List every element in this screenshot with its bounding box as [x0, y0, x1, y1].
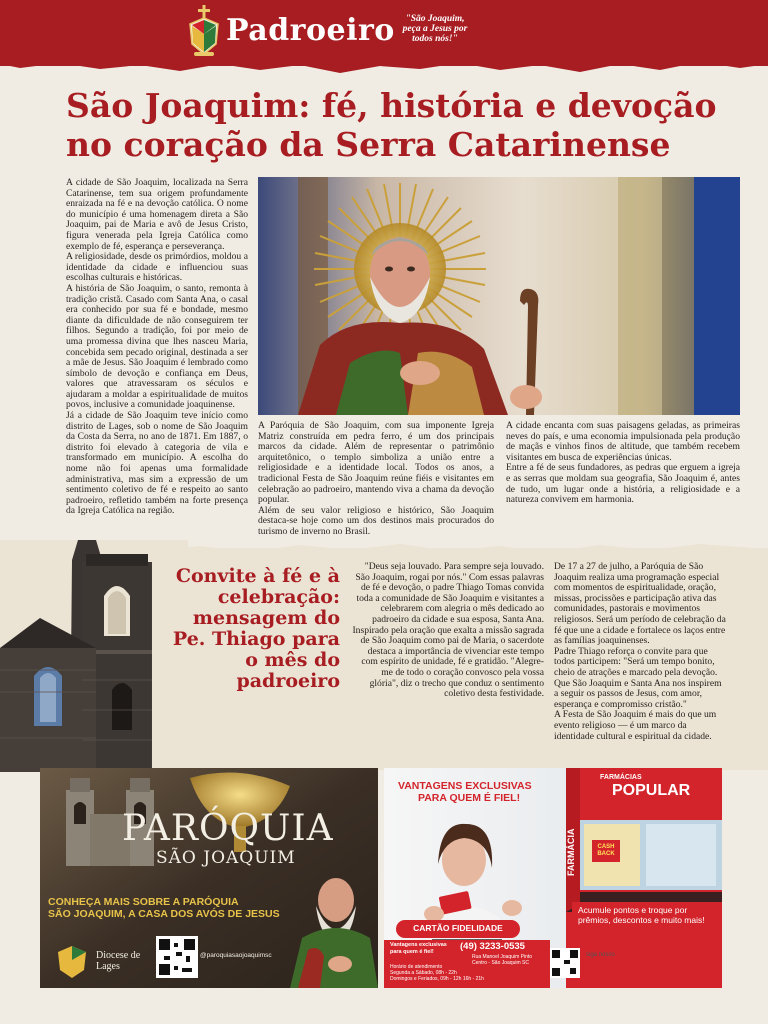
pharmacy-hours-weekdays: Segunda a Sábado, 08h - 22h	[390, 970, 457, 976]
pharmacy-address-1: Rua Manoel Joaquim Pinto	[472, 954, 533, 960]
cash-back-box: CASH BACK	[597, 844, 615, 857]
parish-tagline-1: CONHEÇA MAIS SOBRE A PARÓQUIA	[48, 896, 239, 908]
store-sign-top: FARMÁCIAS	[600, 774, 642, 781]
pharmacy-phone[interactable]: (49) 3233-0535	[460, 941, 525, 952]
article-column-2	[258, 421, 494, 538]
article-column-1	[66, 178, 248, 517]
parish-tagline-2: SÃO JOAQUIM, A CASA DOS AVÓS DE JESUS	[48, 908, 280, 920]
parish-subtitle: SÃO JOAQUIM	[156, 848, 296, 868]
store-sign-vertical: FARMÁCIA	[566, 828, 576, 876]
paragraph: Além de seu valor religioso e histórico, São Joaquim destaca-se hoje como um dos destinos mais procurados do turismo de inverno no Brasil.	[258, 504, 494, 537]
paragraph: Padre Thiago reforça o convite para que todos participem: "Será um tempo bonito, cheio de atrações e marcado pela devoção. Que São Joaquim e Santa Ana nos inspirem a seguir os passos de Jesus, com amor, esperança e compromisso cristão."	[554, 645, 722, 710]
parish-title: PARÓQUIA	[122, 808, 334, 849]
brand-title: Padroeiro	[226, 13, 395, 48]
pharmacy-hours-weekends: Domingos e Feriados, 09h - 12h 16h - 21h	[390, 976, 484, 982]
loyalty-card-description: Acumule pontos e troque por prêmios, descontos e muito mais!	[572, 902, 722, 928]
pharmacy-address-2: Centro - São Joaquim SC	[472, 960, 529, 966]
pharmacy-mini-headline-1: Vantagens exclusivas	[390, 942, 447, 948]
paragraph: A Paróquia de São Joaquim, com sua imponente Igreja Matriz construída em pedra ferro, é um dos principais marcos da cidade. Além de representar o patrimônio arquitetônico, o templo simboliza a união entre a religiosidade e a identidade local. Todos os anos, a tradicional Festa de São Joaquim reúne fiéis e visitantes em celebração ao padroeiro, mantendo viva a chama da devoção popular.	[258, 420, 494, 506]
pharmacy-headline-1: VANTAGENS EXCLUSIVAS	[398, 780, 532, 792]
paragraph: Entre a fé de seus fundadores, as pedras que erguem a igreja e as serras que moldam sua geografia, São Joaquim é, antes de tudo, um lugar onde a história, a religiosidade e a natureza convivem em harmonia.	[506, 462, 740, 506]
store-sign-name: POPULAR	[612, 782, 691, 799]
masthead-slogan: "São Joaquim, peça a Jesus por todos nós!"	[402, 14, 468, 44]
article-column-3	[506, 421, 740, 506]
paragraph: A cidade de São Joaquim, localizada na Serra Catarinense, tem sua origem profundamente enraizada na fé e na devoção católica. O nome do município é uma homenagem direta a São Joaquim, pai de Maria e avô de Jesus Cristo, figura venerada pela Igreja Católica como exemplo de fé, esperança e perseverança.	[66, 177, 248, 252]
instagram-follow-1: siga nosso	[586, 952, 615, 958]
parish-instagram-handle[interactable]: @paroquiasaojoaquimsc	[200, 952, 272, 959]
diocese-logo-text: Diocese de Lages	[96, 950, 141, 972]
paragraph: "Deus seja louvado. Para sempre seja louvado. São Joaquim, rogai por nós." Com essas palavras de fé e devoção, o padre Thiago Tomas convida toda a comunidade de São Joaquim e visitantes a celebrarem com alegria o mês dedicado ao padroeiro da cidade e sua esposa, Santa Ana.	[355, 561, 544, 625]
pharmacy-advertisement	[384, 768, 722, 988]
instagram-follow-2[interactable]: Instagram	[586, 960, 639, 971]
paragraph: Já a cidade de São Joaquim teve início como distrito de Lages, sob o nome de São Joaquim da Costa da Serra, no ano de 1871. Em 1887, o distrito foi elevado à categoria de vila e transformado em município. A escolha do nome não foi apenas uma formalidade administrativa, mas sim a expressão de um sentimento coletivo de fé e respeito ao santo padroeiro, refletido também na forte presença da Igreja Católica na região.	[66, 410, 248, 517]
pharmacy-logo-name: POPULAR	[660, 962, 714, 974]
paragraph: A Festa de São Joaquim é mais do que um evento religioso — é um marco da identidade cultural e espiritual da cidade.	[554, 709, 717, 742]
crest-icon	[186, 4, 222, 58]
pharmacy-headline-2: PARA QUEM É FIEL!	[418, 792, 521, 804]
convite-column-2	[554, 562, 726, 742]
paragraph: Inspirado pela oração que exalta a missão sagrada de São Joaquim como pai de Maria, o sacerdote destaca a importância de vivenciar este tempo com espírito de unidade, fé e gratidão. "Alegre-me de todo o coração convosco pela vossa glória", diz o trecho que conduz o sentimento coletivo desta festividade.	[352, 624, 544, 700]
paragraph: De 17 a 27 de julho, a Paróquia de São Joaquim realiza uma programação especial com momentos de espiritualidade, oração, missas, procissões e participação ativa das comunidades, pastorais e movimentos religiosos. Será um período de celebração da fé que une a cidade e fortalece os laços entre as famílias joaquinenses.	[554, 561, 726, 647]
page-title: São Joaquim: fé, história e devoção no coração da Serra Catarinense	[66, 86, 717, 164]
paragraph: A religiosidade, desde os primórdios, moldou a identidade da cidade e influenciou suas escolhas culturais e históricas.	[66, 251, 248, 284]
loyalty-card-label: CARTÃO FIDELIDADE	[413, 923, 503, 933]
saint-joaquim-statue-photo	[258, 177, 740, 415]
pharmacy-hours-title: Horário de atendimento	[390, 964, 443, 970]
paragraph: A história de São Joaquim, o santo, remonta à tradição cristã. Casado com Santa Ana, o casal era conhecido por sua fé e bondade, mesmo diante da dificuldade de não conseguirem ter filhos. Segundo a tradição, foi por meio de uma promessa divina que lhes nasceu Maria, concebida sem pecado original, destinada a ser a mãe de Jesus. São Joaquim é lembrado como símbolo de devoção e confiança em Deus, valores que atravessaram os séculos e ajudaram a moldar a espiritualidade de muitos povos, inclusive a comunidade joaquinense.	[66, 282, 248, 411]
pharmacy-mini-headline-2: para quem é fiel!	[390, 949, 434, 955]
pharmacy-logo-small: FARMÁCIAS ACESSO	[660, 955, 713, 961]
masthead-torn-edge	[0, 54, 768, 80]
convite-column-1	[352, 562, 544, 700]
paragraph: A cidade encanta com suas paisagens geladas, as primeiras neves do país, e uma economia impulsionada pela produção de maçãs e vinhos finos de altitude, que também recebem visitantes em busca de experiências únicas.	[506, 420, 740, 463]
convite-heading: Convite à fé e à celebração: mensagem do Pe. Thiago para o mês do padroeiro	[172, 565, 340, 692]
parish-advertisement	[40, 768, 378, 988]
